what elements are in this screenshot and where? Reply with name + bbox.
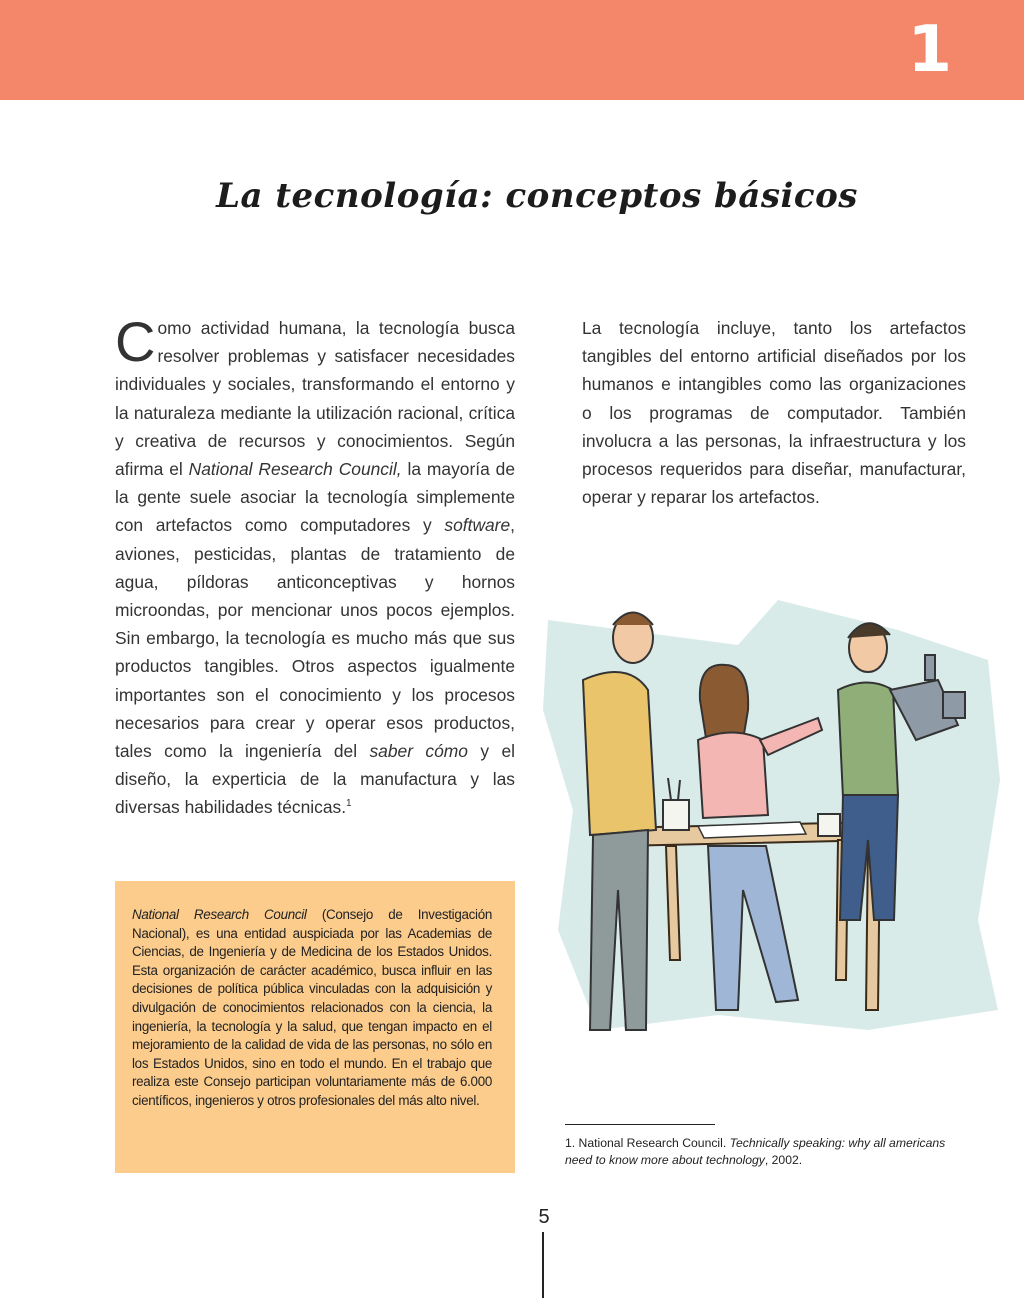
footnote bbox=[565, 1135, 975, 1169]
sidebar-emphasis: National Research Council bbox=[132, 907, 307, 922]
sidebar-body: (Consejo de Investigación Nacional), es una entidad auspiciada por las Academias de Ciencias, de Ingeniería y de Medicina de los Estados Unidos. Esta organización de carácter académico, busca influir en las decisiones de política pública vinculadas con la adquisición y divulgación de conocimientos relacionados con la ciencia, la ingeniería, la tecnología y la salud, que tengan impacto en el mejoramiento de la calidad de vida de las personas, no sólo en los Estados Unidos, sino en todo el mundo. En el trabajo que realiza este Consejo participan voluntariamente más de 6.000 científicos, ingenieros y otros profesionales del más alto nivel. bbox=[132, 907, 492, 1108]
left-text-part-3: , aviones, pesticidas, plantas de tratamiento de agua, píldoras anticonceptivas y hornos microondas, por mencionar unos pocos ejemplos. Sin embargo, la tecnología es mucho más que sus productos tangibles. Otros aspectos igualmente importantes son el conocimiento y los procesos necesarios para crear y operar esos productos, tales como la ingeniería del bbox=[115, 515, 515, 762]
chapter-header-bar bbox=[0, 0, 1024, 100]
left-text-part-1: omo actividad humana, la tecnología busca resolver problemas y satisfacer necesidades individuales y sociales, transformando el entorno y la naturaleza mediante la utilización racional, crítica y creativa de recursos y conocimientos. Según afirma el bbox=[115, 318, 515, 480]
right-column-text: La tecnología incluye, tanto los artefactos tangibles del entorno artificial diseñados por los humanos e intangibles como las organizaciones o los programas de computador. También involucra a las personas, la infraestructura y los procesos requeridos para diseñar, manufacturar, operar y reparar los artefactos. bbox=[582, 318, 966, 508]
sidebar-info-box bbox=[115, 881, 515, 1173]
left-emphasis-2: software bbox=[444, 515, 511, 536]
page-number: 5 bbox=[538, 1206, 550, 1228]
drop-cap: C bbox=[115, 310, 156, 373]
left-text-part-2: la mayoría de la gente suele asociar la tecnología simplemente con artefactos como computadores y bbox=[115, 459, 515, 536]
footnote-number: 1. bbox=[565, 1136, 576, 1150]
left-column-text bbox=[115, 310, 516, 822]
mug bbox=[818, 814, 840, 836]
people-at-table-illustration bbox=[538, 590, 1008, 1040]
footnote-year: , 2002. bbox=[764, 1153, 803, 1167]
footnote-book-title: Technically speaking: why all americans need to know more about technology bbox=[565, 1136, 946, 1167]
pencil-cup bbox=[663, 800, 689, 830]
footnote-reference: 1 bbox=[346, 798, 352, 810]
left-text-part-4: y el diseño, la experticia de la manufactura y las diversas habilidades técnicas. bbox=[115, 741, 516, 818]
sidebar-info-text bbox=[132, 906, 492, 1111]
footnote-source: National Research Council. bbox=[575, 1136, 730, 1150]
page-number-rule bbox=[542, 1232, 544, 1298]
footnote-divider bbox=[565, 1124, 715, 1125]
chapter-number: 1 bbox=[907, 13, 952, 87]
page-title: La tecnología: conceptos básicos bbox=[216, 176, 858, 216]
left-emphasis-1: National Research Council, bbox=[188, 459, 402, 480]
left-emphasis-3: saber cómo bbox=[369, 741, 468, 762]
